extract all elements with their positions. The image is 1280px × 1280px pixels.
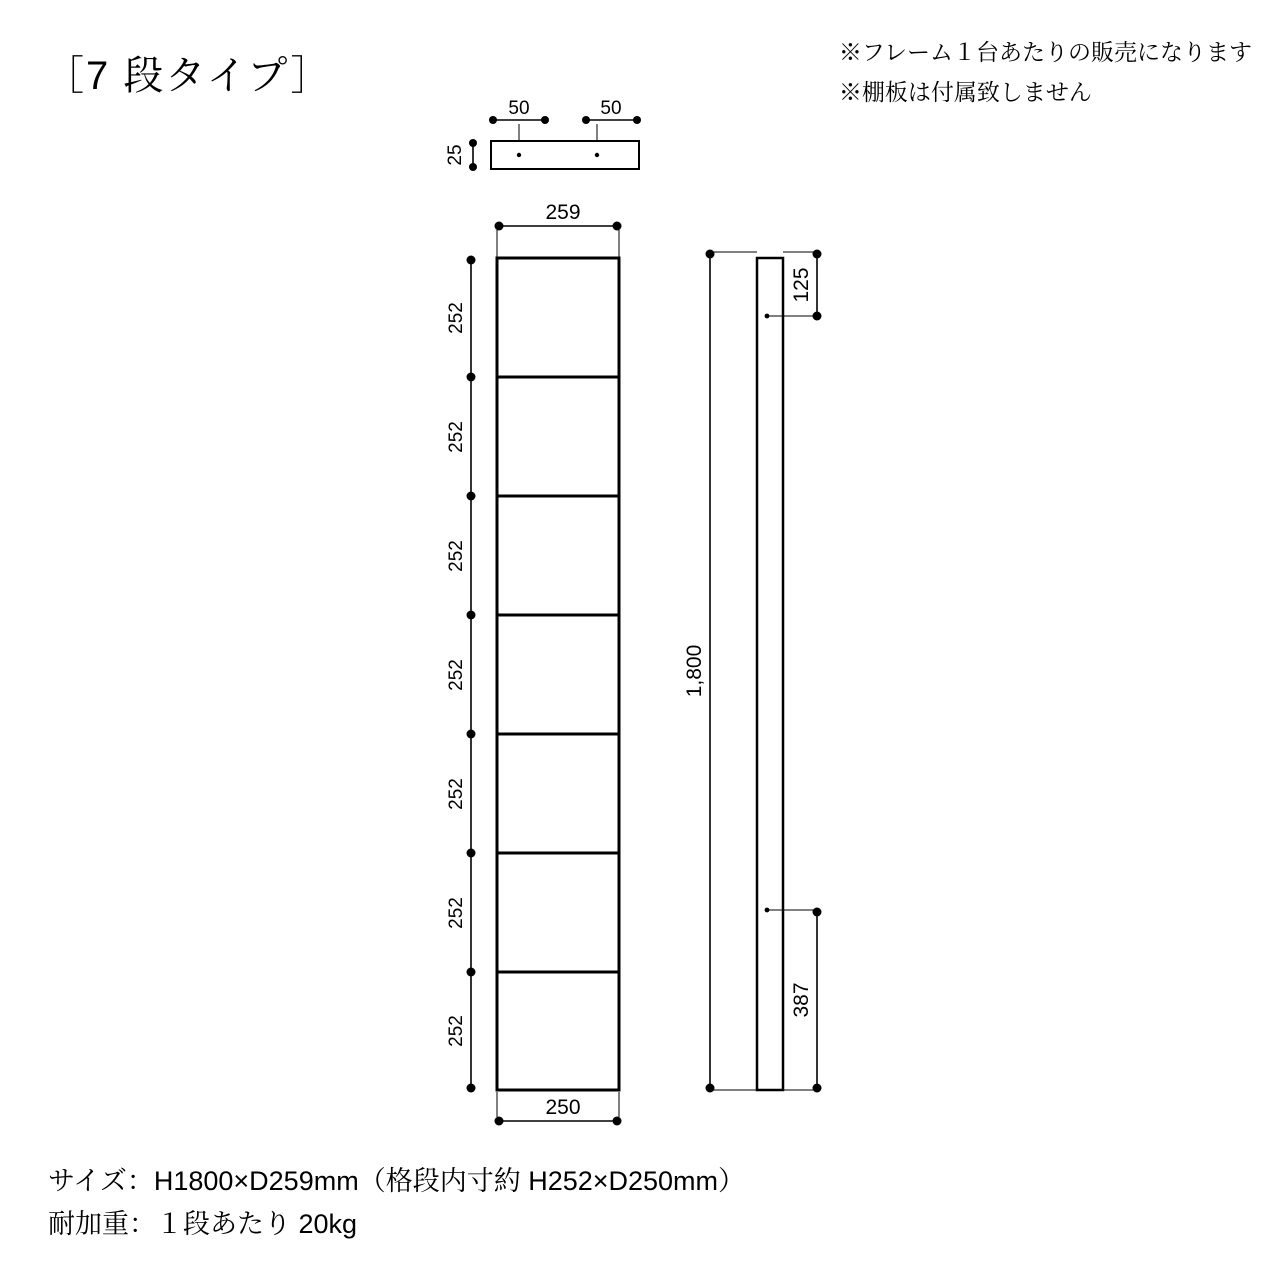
dim-pitch-5: 252 bbox=[446, 778, 467, 810]
side-view-bar bbox=[757, 258, 783, 1090]
top-view-thickness-dim bbox=[469, 139, 477, 171]
dim-outer-depth: 259 bbox=[545, 201, 581, 224]
dim-top-hole-left: 50 bbox=[508, 98, 530, 119]
dim-pitch-7: 252 bbox=[446, 1015, 467, 1047]
dim-pitch-3: 252 bbox=[446, 540, 467, 572]
front-view-pitch-dims bbox=[467, 256, 476, 1093]
top-view-width-dims bbox=[489, 116, 641, 142]
spec-size: サイズ：H1800×D259mm（格段内寸約 H252×D250mm） bbox=[48, 1165, 746, 1196]
notes-block bbox=[839, 32, 1252, 113]
top-view-bar bbox=[491, 141, 639, 169]
dim-pitch-6: 252 bbox=[446, 897, 467, 929]
front-view-frame bbox=[497, 258, 619, 1090]
dim-top-hole-right: 50 bbox=[600, 98, 622, 119]
dim-inner-depth: 250 bbox=[545, 1096, 581, 1119]
dim-pitch-1: 252 bbox=[446, 302, 467, 334]
side-view-height-dim bbox=[706, 250, 758, 1093]
dim-bottom-offset: 387 bbox=[790, 982, 813, 1018]
dim-total-height: 1,800 bbox=[683, 644, 706, 698]
dim-pitch-2: 252 bbox=[446, 421, 467, 453]
dim-top-offset: 125 bbox=[790, 267, 813, 303]
front-view-outer-depth-dim bbox=[495, 222, 622, 259]
note-line-1: ※フレーム１台あたりの販売になります bbox=[838, 39, 1252, 65]
note-line-2: ※棚板は付属致しません bbox=[838, 79, 1092, 106]
page-title: ［7 段タイプ］ bbox=[44, 54, 333, 98]
spec-load: 耐加重：１段あたり 20kg bbox=[48, 1208, 358, 1239]
dim-top-thickness: 25 bbox=[445, 144, 466, 166]
dim-pitch-4: 252 bbox=[446, 659, 467, 691]
spec-footer bbox=[48, 1160, 745, 1246]
